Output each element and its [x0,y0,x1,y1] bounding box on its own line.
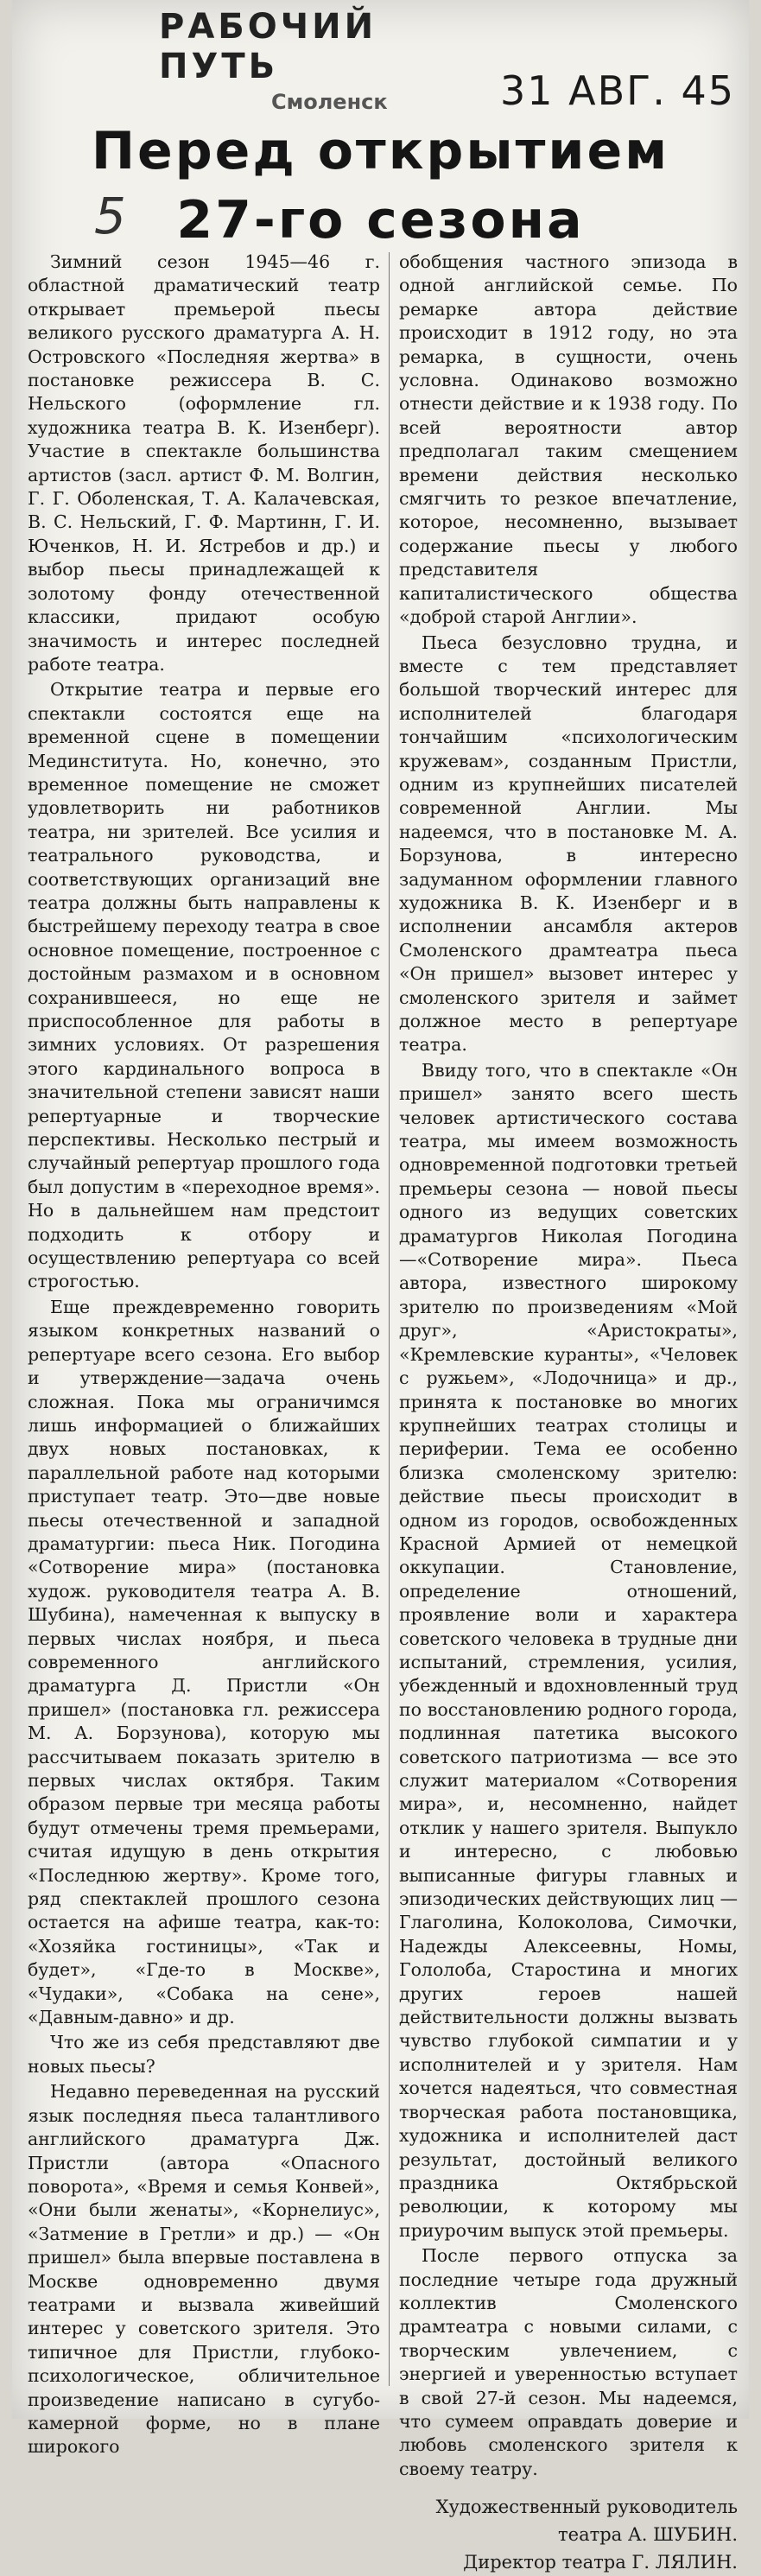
paragraph: Что же из себя представляют две новых пьесы? [28,2032,380,2077]
column-divider [389,252,390,2386]
masthead-city: Смоленск [271,90,388,114]
article-title-line2: 27-го сезона [176,190,585,251]
paragraph: Ввиду того, что в спектакле «Он пришел» занято всего шесть человек артистического состава театра, мы имеем возможность одновременной подготовки третьей премьеры сезона — новой пьесы одного из ведущих советских драматургов Николая Погодина—«Сотворение мира». Пьеса автора, известного широкому зрителю по произведениям «Мой друг», «Аристократы», «Кремлевские куранты», «Человек с ружьем», «Лодочница» и др., принята к постановке во многих крупнейших театрах столицы и периферии. Тема ее особенно близка смоленскому зрителю: действие пьесы происходит в одном из городов, освобожденных Красной Армией от немецкой оккупации. Становление, определение отношений, проявление воли и характера советского человека в трудные дни испытаний, стремления, усилия, убежденный и вдохновленный труд по восстановлению родного города, подлинная патетика высокого советского патриотизма — все это служит материалом «Сотворения мира», и, несомненно, найдет отклик у нашего зрителя. Выпукло и интересно, с любовью выписанные фигуры главных и эпизодических действующих лиц — Глаголина, Колоколова, Симочки, Надежды Алексеевны, Номы, Гололоба, Старостина и многих других героев нашей действительности должны вызвать чувство глубокой симпатии и у исполнителей и у зрителя. Нам хочется надеяться, что совместная творческая работа постановщика, художника и исполнителей даст результат, достойный великого праздника Октябрьской революции, к которому мы приурочим выпуск этой премьеры. [399,1059,738,2241]
signature-artistic-director: Художественный руководитель театра А. ШУБИН. [435,2497,738,2546]
article-signature [399,2493,738,2576]
paragraph: Зимний сезон 1945—46 г. областной драматический театр открывает премьерой пьесы великого русского драматурга А. Н. Островского «Последняя жертва» в постановке режиссера В. С. Нельского (оформление гл. художника театра В. К. Изенберг). Участие в спектакле большинства артистов (засл. артист Ф. М. Волгин, Г. Г. Оболенская, Т. А. Калачевская, В. С. Нельский, Г. Ф. Мартинн, Г. И. Юченков, Н. И. Ястребов и др.) и выбор пьесы принадлежащей к золотому фонду отечественной классики, придают особую значимость и интерес последней работе театра. [28,251,380,675]
signature-theatre-director: Директор театра Г. ЛЯЛИН. [463,2552,738,2573]
paragraph: обобщения частного эпизода в одной английской семье. По ремарке автора действие происходит в 1912 году, но эта ремарка, в сущности, очень условна. Одинаково возможно отнести действие и к 1938 году. По всей вероятности автор предполагал таким смещением времени действия несколько смягчить то резкое впечатление, которое, несомненно, вызывает содержание пьесы у любого представителя капиталистического общества «доброй старой Англии». [399,251,738,628]
article-title-line1: Перед открытием [91,121,670,181]
paragraph: Недавно переведенная на русский язык последняя пьеса талантливого английского драматурга Дж. Пристли (автора «Опасного поворота», «Время и семья Конвей», «Они были женаты», «Корнелиус», «Затмение в Гретли» и др.) — «Он пришел» была впервые поставлена в Москве одновременно двумя театрами и вызвала живейший интерес у советского зрителя. Это типичное для Пристли, глубоко-психологическое, обличительное произведение написано в сугубо-камерной форме, но в плане широкого [28,2081,380,2458]
paragraph: Еще преждевременно говорить языком конкретных названий о репертуаре всего сезона. Его выбор и утверждение—задача очень сложная. Пока мы ограничимся лишь информацией о ближайших двух новых постановках, к параллельной работе над которыми приступает театр. Это—две новые пьесы отечественной и западной драматургии: пьеса Ник. Погодина «Сотворение мира» (постановка худож. руководителя театра А. В. Шубина), намеченная к выпуску в первых числах ноября, и пьеса современного английского драматурга Д. Пристли «Он пришел» (постановка гл. режиссера М. А. Борзунова), которую мы рассчитываем показать зрителю в первых числах октября. Таким образом первые три месяца работы будут отмечены тремя премьерами, считая идущую в день открытия «Последнюю жертву». Кроме того, ряд спектаклей прошлого сезона остается на афише театра, как-то: «Хозяйка гостиницы», «Так и будет», «Где-то в Москве», «Чудаки», «Собака на сене», «Давным-давно» и др. [28,1296,380,2028]
paragraph: Открытие театра и первые его спектакли состоятся еще на временной сцене в помещении Мединститута. Но, конечно, это временное помещение не сможет удовлетворить ни работников театра, ни зрителей. Все усилия и театрального руководства, и соответствующих организаций вне театра должны быть направлены к быстрейшему переходу театра в свое основное помещение, построенное с достойным размахом и в основном сохранившееся, но еще не приспособленное для работы в зимних условиях. От разрешения этого кардинального вопроса в значительной степени зависят наши репертуарные и творческие перспективы. Несколько пестрый и случайный репертуар прошлого года был допустим в «переходное время». Но в дальнейшем нам предстоит подходить к отбору и осуществлению репертуара со всей строгостью. [28,679,380,1292]
handwritten-margin-number: 5 [94,187,126,245]
paragraph: Пьеса безусловно трудна, и вместе с тем представляет большой творческий интерес для исполнителей благодаря тончайшим «психологическим кружевам», созданным Пристли, одним из крупнейших писателей современной Англии. Мы надеемся, что в постановке М. А. Борзунова, в интересно задуманном оформлении главного художника В. К. Изенберг и в исполнении ансамбля актеров Смоленского драмтеатра пьеса «Он пришел» вызовет интерес у смоленского зрителя и займет должное место в репертуаре театра. [399,631,738,1056]
paragraph: После первого отпуска за последние четыре года дружный коллектив Смоленского драмтеатра с новыми силами, с творческим увлечением, с энергией и уверенностью вступает в свой 27-й сезон. Мы надеемся, что сумеем оправдать доверие и любовь смоленского зрителя к своему театру. [399,2245,738,2479]
article-left-column [28,251,380,2458]
newspaper-masthead: РАБОЧИЙ ПУТЬ [159,7,377,86]
handwritten-date: 31 АВГ. 45 [500,67,736,114]
newspaper-clipping [12,0,749,2573]
article-right-column [399,251,738,2573]
